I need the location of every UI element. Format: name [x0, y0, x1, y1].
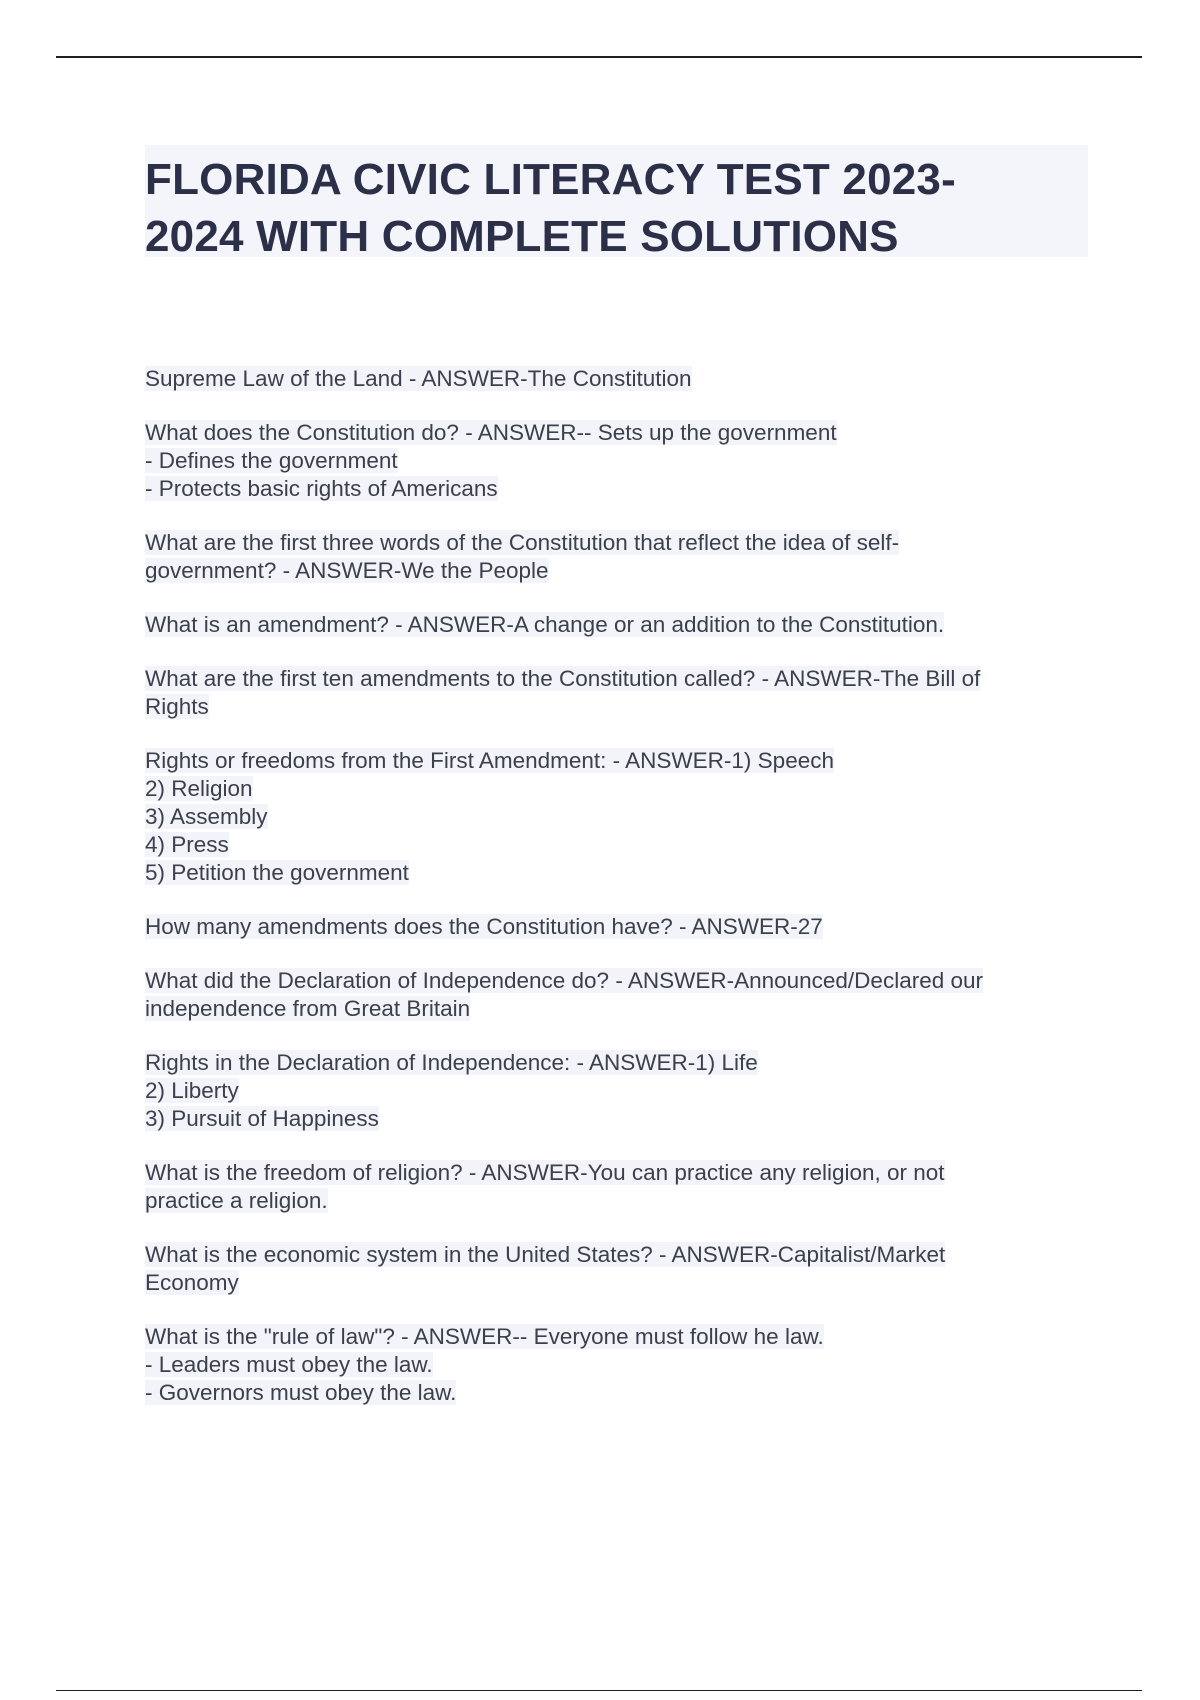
bottom-rule	[56, 1690, 1142, 1691]
qa-line: independence from Great Britain	[145, 996, 471, 1021]
qa-item	[145, 365, 1075, 393]
qa-line: What are the first three words of the Constitution that reflect the idea of self-	[145, 530, 900, 555]
qa-item	[145, 1323, 1075, 1407]
qa-item	[145, 1159, 1075, 1215]
qa-line: Rights	[145, 694, 209, 719]
qa-line: Rights or freedoms from the First Amendment: - ANSWER-1) Speech	[145, 748, 834, 773]
qa-line: 5) Petition the government	[145, 860, 409, 885]
qa-line: - Protects basic rights of Americans	[145, 476, 498, 501]
qa-item	[145, 1241, 1075, 1297]
qa-line: 2) Liberty	[145, 1078, 239, 1103]
qa-line: What did the Declaration of Independence do? - ANSWER-Announced/Declared our	[145, 968, 983, 993]
qa-item	[145, 747, 1075, 887]
qa-line: 4) Press	[145, 832, 229, 857]
qa-line: - Governors must obey the law.	[145, 1380, 457, 1405]
qa-line: Economy	[145, 1270, 239, 1295]
qa-line: How many amendments does the Constitution have? - ANSWER-27	[145, 914, 823, 939]
title-line-1: FLORIDA CIVIC LITERACY TEST 2023-	[145, 155, 956, 204]
qa-item	[145, 529, 1075, 585]
qa-line: What is the economic system in the United States? - ANSWER-Capitalist/Market	[145, 1242, 946, 1267]
qa-line: What is the "rule of law"? - ANSWER-- Everyone must follow he law.	[145, 1324, 824, 1349]
title-block	[145, 145, 1088, 261]
qa-line: What does the Constitution do? - ANSWER-- Sets up the government	[145, 420, 837, 445]
qa-line: practice a religion.	[145, 1188, 328, 1213]
qa-list	[145, 365, 1075, 1433]
qa-line: 2) Religion	[145, 776, 253, 801]
qa-item	[145, 419, 1075, 503]
qa-line: Supreme Law of the Land - ANSWER-The Constitution	[145, 366, 692, 391]
qa-line: 3) Assembly	[145, 804, 268, 829]
qa-line: What is the freedom of religion? - ANSWER-You can practice any religion, or not	[145, 1160, 945, 1185]
qa-line: - Leaders must obey the law.	[145, 1352, 433, 1377]
title-line-2: 2024 WITH COMPLETE SOLUTIONS	[145, 212, 899, 261]
qa-item	[145, 665, 1075, 721]
qa-line: What is an amendment? - ANSWER-A change or an addition to the Constitution.	[145, 612, 945, 637]
qa-line: - Defines the government	[145, 448, 398, 473]
qa-line: 3) Pursuit of Happiness	[145, 1106, 379, 1131]
qa-item	[145, 1049, 1075, 1133]
top-rule	[56, 56, 1142, 58]
qa-line: government? - ANSWER-We the People	[145, 558, 549, 583]
qa-item	[145, 611, 1075, 639]
qa-line: What are the first ten amendments to the Constitution called? - ANSWER-The Bill of	[145, 666, 981, 691]
document-title	[145, 145, 1088, 265]
qa-item	[145, 913, 1075, 941]
qa-item	[145, 967, 1075, 1023]
qa-line: Rights in the Declaration of Independence: - ANSWER-1) Life	[145, 1050, 758, 1075]
